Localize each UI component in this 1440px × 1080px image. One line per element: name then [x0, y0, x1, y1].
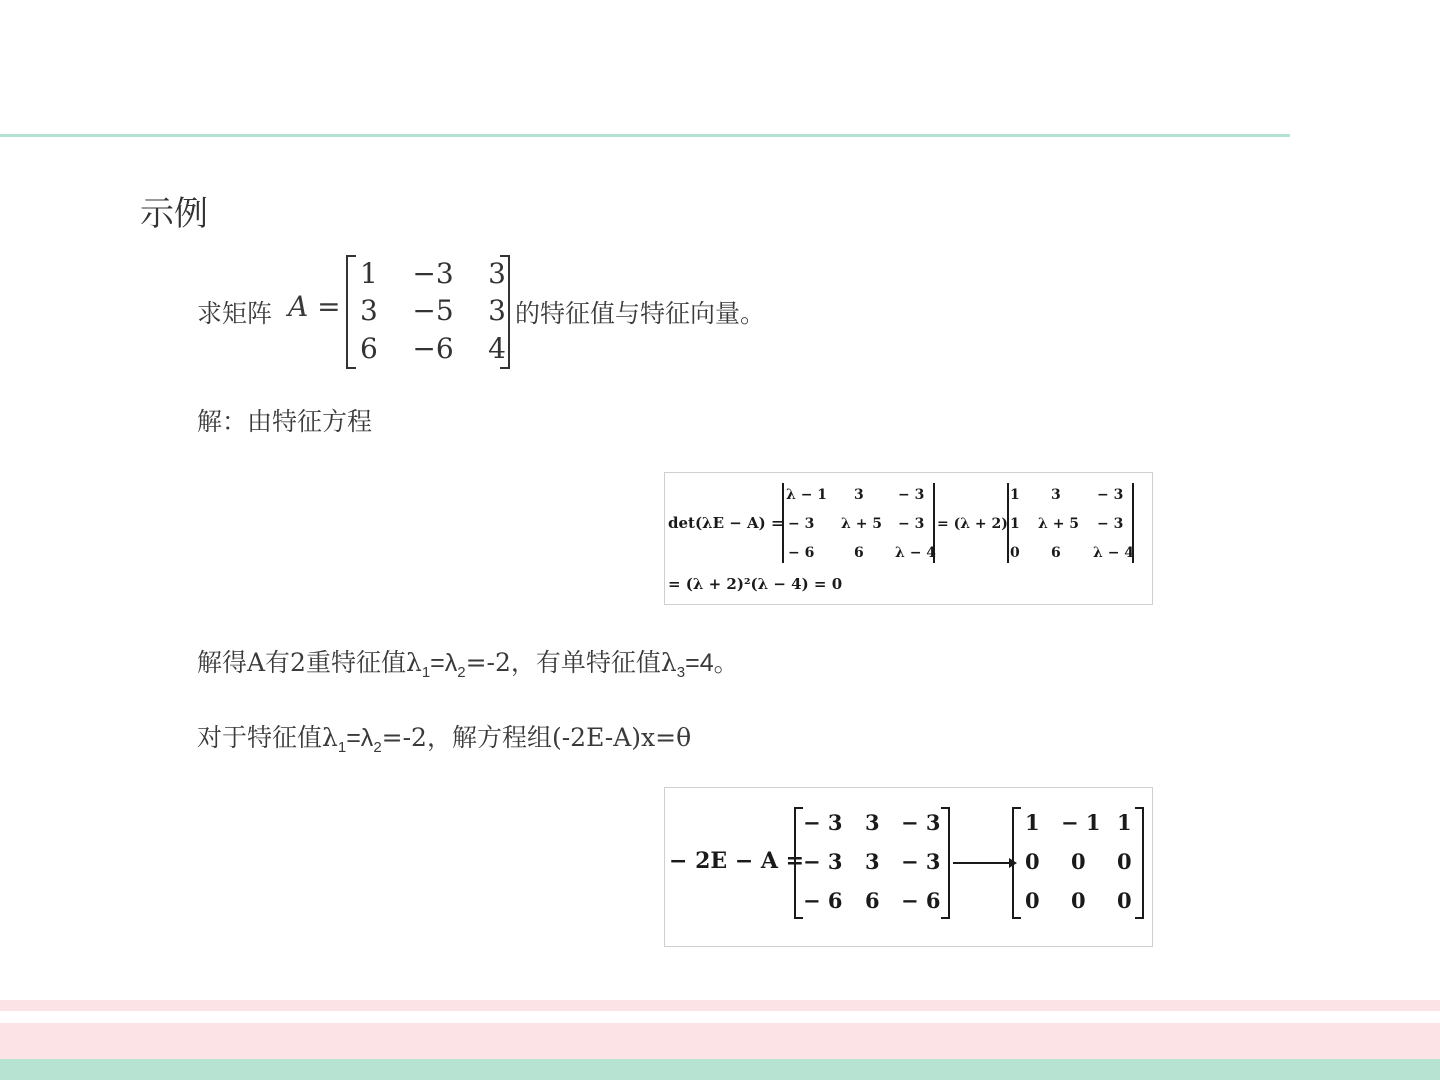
- reduce-cell: 0: [1117, 849, 1132, 874]
- eigen-subscript: 2: [457, 664, 466, 681]
- matrix-cell: −5: [412, 294, 454, 328]
- reduce-cell: 0: [1025, 888, 1040, 913]
- det-middle-factor: = (λ + 2): [937, 516, 1008, 532]
- reduce-cell: 3: [865, 849, 880, 874]
- det-cell: 3: [1051, 487, 1061, 503]
- top-divider: [0, 134, 1290, 137]
- eigenvalue-line: [197, 643, 739, 681]
- matrix-cell: 3: [488, 257, 506, 291]
- reduce-cell: − 6: [901, 888, 941, 913]
- reduce-cell: 6: [865, 888, 880, 913]
- det-cell: 6: [1051, 545, 1061, 561]
- matrix-cell: 4: [488, 331, 506, 365]
- det-cell: 1: [1010, 487, 1020, 503]
- problem-suffix: 的特征值与特征向量。: [515, 299, 766, 328]
- eigen-text-a: 解得A有2重特征值λ: [197, 648, 422, 677]
- reduce-cell: − 1: [1061, 810, 1101, 835]
- det-cell: − 6: [788, 545, 815, 561]
- eigen-text-c: =-2，有单特征值λ: [465, 648, 677, 677]
- reduce-cell: 3: [865, 810, 880, 835]
- matrix-cell: 3: [360, 294, 378, 328]
- det-lhs: det(λE − A) =: [668, 514, 784, 532]
- matrix-cell: 1: [360, 257, 378, 291]
- reduce-cell: 0: [1117, 888, 1132, 913]
- matrix-cell: −6: [412, 331, 454, 365]
- matrix-a: [344, 255, 512, 367]
- matrix-variable: A =: [288, 290, 341, 323]
- reduce-cell: 1: [1025, 810, 1040, 835]
- det-cell: − 3: [788, 516, 815, 532]
- reduce-cell: 0: [1025, 849, 1040, 874]
- system-text-c: =-2，解方程组(-2E-A)x=θ: [381, 723, 692, 752]
- system-line: [197, 718, 691, 756]
- reduce-cell: − 3: [901, 849, 941, 874]
- reduce-cell: − 3: [901, 810, 941, 835]
- det-cell: 1: [1010, 516, 1020, 532]
- matrix-cell: 3: [488, 294, 506, 328]
- reduce-cell: − 6: [803, 888, 843, 913]
- eigen-text-d: =4。: [685, 649, 739, 677]
- reduce-cell: 0: [1071, 849, 1086, 874]
- solution-intro: 解：由特征方程: [197, 407, 373, 436]
- footer-band-pink: [0, 1023, 1440, 1059]
- reduce-cell: 0: [1071, 888, 1086, 913]
- det-cell: λ + 5: [1038, 516, 1080, 532]
- matrix-cell: 6: [360, 331, 378, 365]
- footer-band-pink-thin: [0, 1000, 1440, 1011]
- problem-prefix: 求矩阵: [197, 299, 273, 328]
- matrix-a-entries: [360, 255, 506, 367]
- row-reduction-figure: [664, 787, 1153, 947]
- det-result: = (λ + 2)²(λ − 4) = 0: [668, 575, 843, 593]
- eigen-text-b: =λ: [430, 649, 458, 677]
- det-cell: 6: [854, 545, 864, 561]
- reduce-cell: 1: [1117, 810, 1132, 835]
- det-cell: λ − 4: [1093, 545, 1135, 561]
- determinant-equation-figure: [664, 472, 1153, 605]
- det-cell: λ + 5: [841, 516, 883, 532]
- det-cell: − 3: [1097, 516, 1124, 532]
- system-text-a: 对于特征值λ: [197, 723, 338, 752]
- det-cell: λ − 4: [895, 545, 937, 561]
- det-cell: − 3: [898, 487, 925, 503]
- left-bracket: [346, 255, 356, 369]
- det-cell: λ − 1: [786, 487, 828, 503]
- matrix-cell: −3: [412, 257, 454, 291]
- reduce-cell: − 3: [803, 849, 843, 874]
- det-cell: 3: [854, 487, 864, 503]
- footer-band-green: [0, 1059, 1440, 1080]
- eigen-subscript: 3: [676, 664, 686, 681]
- system-subscript: 2: [373, 739, 382, 756]
- reduce-cell: − 3: [803, 810, 843, 835]
- det-cell: − 3: [898, 516, 925, 532]
- eigen-subscript: 1: [421, 664, 431, 681]
- det-cell: − 3: [1097, 487, 1124, 503]
- det-cell: 0: [1010, 545, 1020, 561]
- system-text-b: =λ: [346, 724, 374, 752]
- slide-heading: 示例: [140, 194, 208, 234]
- system-subscript: 1: [337, 739, 347, 756]
- reduce-lhs: − 2E − A =: [669, 848, 805, 874]
